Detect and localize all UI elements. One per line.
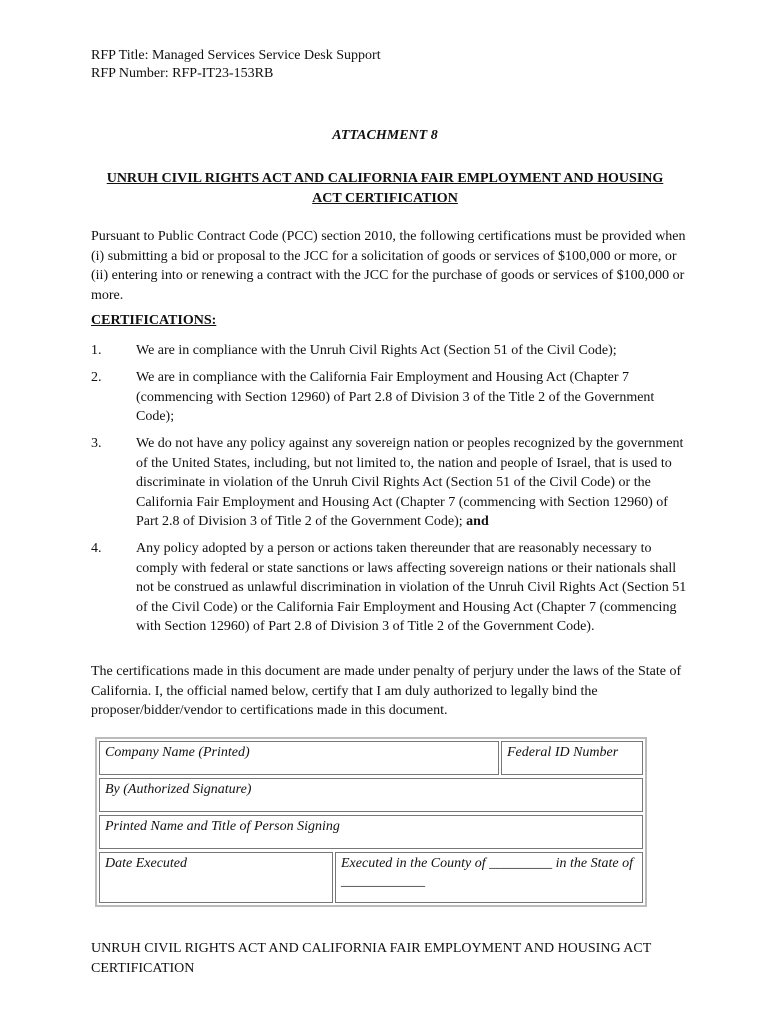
- rfp-number: RFP Number: RFP-IT23-153RB: [91, 66, 274, 81]
- certification-item: [91, 434, 687, 532]
- date-executed-field[interactable]: [99, 852, 333, 903]
- company-name-field[interactable]: [99, 741, 499, 775]
- closing-paragraph: The certifications made in this document are made under penalty of perjury under the laws of the State of California. I, the official named below, certify that I am duly authorized to legally bind the proposer/bidder/vendor to certifications made in this document.: [91, 664, 682, 718]
- certification-number: 3.: [91, 436, 102, 451]
- certification-number: 1.: [91, 343, 102, 358]
- company-name-label: Company Name (Printed): [105, 745, 250, 760]
- certification-text: We are in compliance with the Unruh Civil Rights Act (Section 51 of the Civil Code);: [136, 343, 617, 358]
- rfp-header: [91, 47, 381, 83]
- federal-id-label: Federal ID Number: [507, 745, 619, 760]
- date-executed-label: Date Executed: [105, 856, 188, 871]
- page-footer: UNRUH CIVIL RIGHTS ACT AND CALIFORNIA FAIR EMPLOYMENT AND HOUSING ACT CERTIFICATION: [91, 941, 652, 976]
- certifications-heading: CERTIFICATIONS:: [91, 313, 217, 328]
- certification-text: Any policy adopted by a person or actions taken thereunder that are reasonably necessary to comply with federal or state sanctions or laws affecting sovereign nations or their nationals shall not be construed as unlawful discrimination in violation of the Unruh Civil Rights Act (Section 51 of the Civil Code) or the California Fair Employment and Housing Act (Chapter 7 (commencing with Section 12960) of Part 2.8 of Division 3 of Title 2 of the Government Code).: [136, 541, 687, 634]
- certification-text: We are in compliance with the California Fair Employment and Housing Act (Chapter 7 (commencing with Section 12960) of Part 2.8 of Division 3 of the Title 2 of the Government Code);: [136, 370, 655, 424]
- intro-paragraph: Pursuant to Public Contract Code (PCC) section 2010, the following certifications must be provided when (i) submitting a bid or proposal to the JCC for a solicitation of goods or services of $100,000 or more, or (ii) entering into or renewing a contract with the JCC for the purchase of goods or services of $100,000 or more.: [91, 229, 686, 303]
- printed-name-label: Printed Name and Title of Person Signing: [105, 819, 340, 834]
- executed-county-field[interactable]: [335, 852, 643, 903]
- attachment-label: ATTACHMENT 8: [332, 128, 438, 143]
- certification-suffix: and: [466, 514, 489, 529]
- signature-block: [95, 737, 647, 907]
- certification-item: [91, 368, 687, 427]
- authorized-signature-field[interactable]: [99, 778, 643, 812]
- printed-name-field[interactable]: [99, 815, 643, 849]
- certification-item: [91, 341, 687, 361]
- certification-number: 2.: [91, 370, 102, 385]
- federal-id-field[interactable]: [501, 741, 643, 775]
- certification-number: 4.: [91, 541, 102, 556]
- document-title: UNRUH CIVIL RIGHTS ACT AND CALIFORNIA FAIR EMPLOYMENT AND HOUSING ACT CERTIFICATION: [106, 171, 664, 206]
- certification-item: [91, 539, 687, 637]
- rfp-title: RFP Title: Managed Services Service Desk Support: [91, 48, 381, 63]
- executed-county-label: Executed in the County of _________ in the State of ____________: [341, 856, 633, 889]
- authorized-signature-label: By (Authorized Signature): [105, 782, 252, 797]
- certification-text: We do not have any policy against any sovereign nation or peoples recognized by the government of the United States, including, but not limited to, the nation and people of Israel, that is used to discriminate in violation of the Unruh Civil Rights Act (Section 51 of the Civil Code) or the California Fair Employment and Housing Act (Chapter 7 (commencing with Section 12960) of Part 2.8 of Division 3 of Title 2 of the Government Code);: [136, 436, 684, 529]
